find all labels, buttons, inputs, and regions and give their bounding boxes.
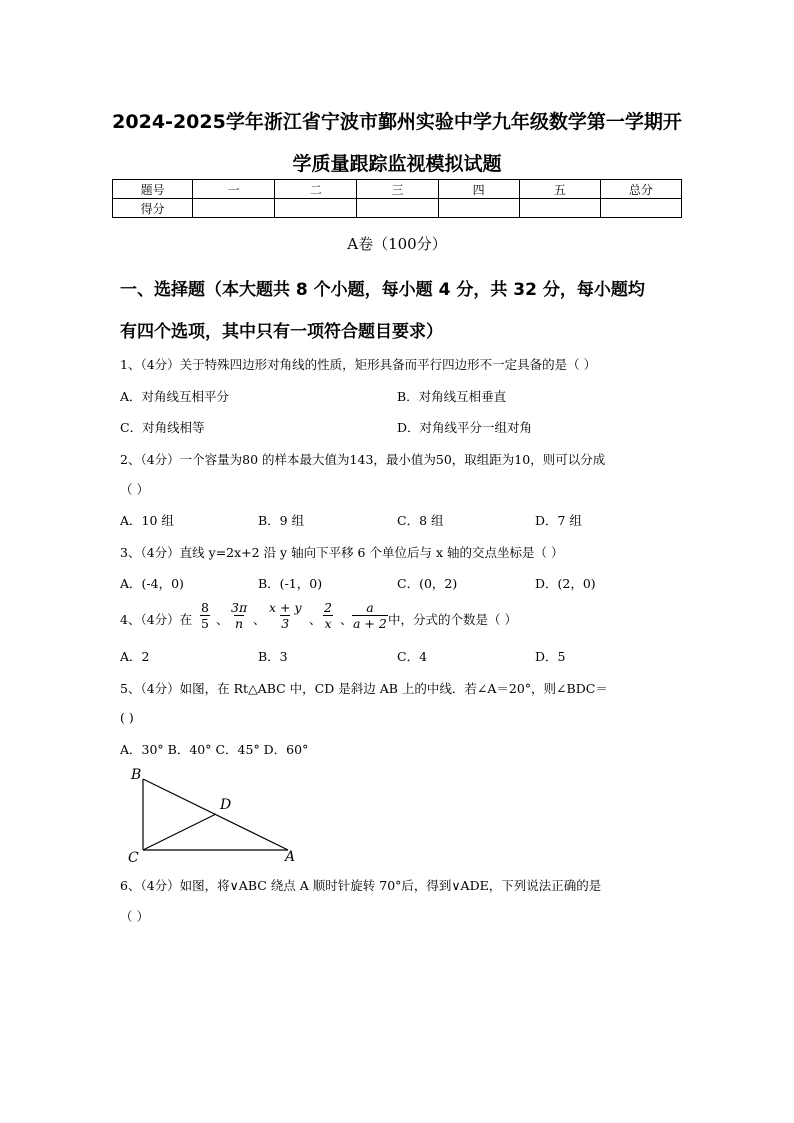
question-3-option-a: A．(-4，0) (120, 576, 184, 591)
question-1-option-b: B．对角线互相垂直 (397, 389, 507, 404)
score-cell (519, 199, 600, 218)
document-title-line-1: 2024-2025学年浙江省宁波市鄞州实验中学九年级数学第一学期开 (112, 111, 682, 133)
question-5-stem-cont: ( ) (120, 710, 134, 725)
question-6-stem: 6、（4分）如图，将∨ABC 绕点 A 顺时针旋转 70°后，得到∨ADE，下列说法正确的是 (120, 878, 602, 893)
fraction-numerator: x + y (269, 600, 302, 615)
fraction-x-plus-y-over-3 (268, 600, 303, 631)
question-3-option-b: B．(-1，0) (258, 576, 323, 591)
fraction-separator: 、 (253, 612, 266, 627)
score-table-header-cell: 总分 (600, 180, 681, 199)
fraction-8-over-5 (200, 600, 210, 631)
question-4-option-a: A．2 (120, 649, 150, 664)
fraction-3pi-over-n (230, 600, 248, 631)
median-cd (143, 814, 216, 850)
question-4-prefix: 4、（4分）在 (120, 612, 193, 627)
fraction-numerator: 2 (324, 600, 332, 615)
score-table-row-label: 得分 (113, 199, 193, 218)
fraction-separator: 、 (216, 612, 229, 627)
question-2-stem: 2、（4分）一个容量为80 的样本最大值为143，最小值为50，取组距为10，则可以分成 (120, 452, 606, 467)
score-cell (438, 199, 519, 218)
document-title-line-2: 学质量跟踪监视模拟试题 (292, 153, 502, 175)
question-2-option-d: D．7 组 (535, 513, 582, 528)
question-2-option-a: A．10 组 (120, 513, 174, 528)
score-cell (275, 199, 357, 218)
question-2-stem-cont: （ ） (120, 482, 149, 497)
fraction-separator: 、 (309, 612, 322, 627)
fraction-separator: 、 (340, 612, 353, 627)
fraction-2-over-x (323, 600, 333, 631)
question-6-stem-cont: （ ） (120, 909, 149, 924)
question-3-option-d: D．(2，0) (535, 576, 596, 591)
question-5-stem: 5、（4分）如图，在 Rt△ABC 中，CD 是斜边 AB 上的中线．若∠A＝20°，则∠BDC＝ (120, 681, 608, 696)
score-table-header-cell: 五 (519, 180, 600, 199)
fraction-denominator: x (324, 616, 332, 631)
question-1-stem: 1、（4分）关于特殊四边形对角线的性质，矩形具备而平行四边形不一定具备的是（ ） (120, 357, 597, 372)
score-cell (193, 199, 275, 218)
question-2-option-c: C．8 组 (397, 513, 444, 528)
question-4-suffix: 中，分式的个数是（ ） (388, 612, 517, 627)
fraction-numerator: 3π (231, 600, 248, 615)
fraction-denominator: a + 2 (353, 616, 387, 631)
vertex-label-c: C (128, 850, 139, 865)
triangle-figure (125, 765, 305, 865)
question-2-option-b: B．9 组 (258, 513, 305, 528)
score-table-header-cell: 二 (275, 180, 357, 199)
question-1-option-d: D．对角线平分一组对角 (397, 420, 533, 435)
vertex-label-d: D (220, 797, 232, 813)
section-heading-line-2: 有四个选项，其中只有一项符合题目要求） (120, 322, 443, 342)
vertex-label-a: A (285, 849, 296, 865)
question-3-option-c: C．(0，2) (397, 576, 458, 591)
score-table-header-cell: 四 (438, 180, 519, 199)
score-table-header-cell: 三 (357, 180, 438, 199)
question-4-option-c: C．4 (397, 649, 428, 664)
question-4-option-d: D．5 (535, 649, 566, 664)
vertex-label-b: B (131, 767, 142, 783)
fraction-denominator: 5 (201, 616, 209, 631)
fraction-a-over-a-plus-2 (352, 600, 388, 631)
question-1-option-a: A．对角线互相平分 (120, 389, 230, 404)
score-table-header-cell: 题号 (113, 180, 193, 199)
section-heading-line-1: 一、选择题（本大题共 8 个小题，每小题 4 分，共 32 分，每小题均 (120, 280, 645, 300)
question-1-option-c: C．对角线相等 (120, 420, 205, 435)
score-table-header-cell: 一 (193, 180, 275, 199)
volume-label: A卷（100分） (347, 235, 447, 253)
score-cell (357, 199, 438, 218)
fraction-numerator: 8 (201, 600, 209, 615)
question-3-stem: 3、（4分）直线 y=2x+2 沿 y 轴向下平移 6 个单位后与 x 轴的交点坐标是（ ） (120, 545, 564, 560)
score-cell (600, 199, 681, 218)
score-table-header-row (113, 180, 682, 199)
fraction-denominator: 3 (281, 616, 290, 631)
score-table (112, 179, 682, 218)
score-table-score-row (113, 199, 682, 218)
fraction-numerator: a (366, 600, 374, 615)
question-4-option-b: B．3 (258, 649, 288, 664)
question-5-options: A．30° B．40° C．45° D．60° (120, 742, 309, 757)
fraction-denominator: n (235, 616, 244, 631)
